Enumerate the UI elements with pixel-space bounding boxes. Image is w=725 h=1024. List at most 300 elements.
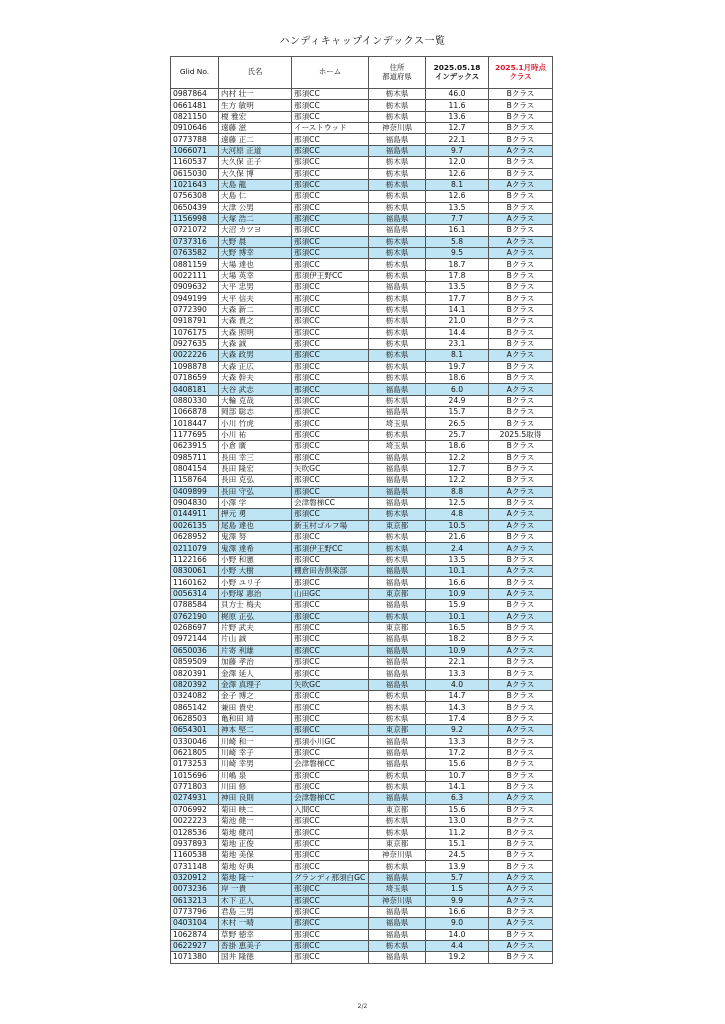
cell-home: 那須CC (292, 202, 369, 213)
cell-prefecture: 栃木県 (369, 157, 426, 168)
cell-glid: 0622927 (171, 940, 219, 951)
cell-prefecture: 福島県 (369, 600, 426, 611)
cell-prefecture: 栃木県 (369, 316, 426, 327)
cell-name: 小野 大樹 (219, 566, 292, 577)
cell-prefecture: 栃木県 (369, 770, 426, 781)
cell-index: 12.0 (426, 157, 489, 168)
cell-class: Bクラス (489, 838, 553, 849)
cell-prefecture: 栃木県 (369, 861, 426, 872)
cell-class: Bクラス (489, 770, 553, 781)
cell-prefecture: 福島県 (369, 407, 426, 418)
cell-glid: 0904830 (171, 497, 219, 508)
cell-home: 那須CC (292, 395, 369, 406)
cell-glid: 1015696 (171, 770, 219, 781)
cell-class: Bクラス (489, 191, 553, 202)
cell-name: 大野 晨 (219, 236, 292, 247)
cell-prefecture: 栃木県 (369, 270, 426, 281)
cell-class: Bクラス (489, 338, 553, 349)
cell-prefecture: 福島県 (369, 475, 426, 486)
cell-home: 那須CC (292, 918, 369, 929)
cell-home: 那須小川GC (292, 736, 369, 747)
cell-home: 那須CC (292, 554, 369, 565)
cell-index: 14.0 (426, 929, 489, 940)
cell-home: 那須CC (292, 372, 369, 383)
page-number: 2/2 (357, 1003, 368, 1010)
table-row (171, 747, 553, 758)
cell-prefecture: 福島県 (369, 225, 426, 236)
cell-home: 那須CC (292, 770, 369, 781)
table-row (171, 759, 553, 770)
cell-home: 那須CC (292, 702, 369, 713)
cell-glid: 0985711 (171, 452, 219, 463)
cell-prefecture: 栃木県 (369, 713, 426, 724)
cell-home: 那須CC (292, 645, 369, 656)
cell-prefecture: 栃木県 (369, 429, 426, 440)
cell-class: Bクラス (489, 952, 553, 963)
cell-name: 川崎 和一 (219, 736, 292, 747)
cell-class: Bクラス (489, 929, 553, 940)
table-row (171, 509, 553, 520)
cell-prefecture: 栃木県 (369, 372, 426, 383)
col-header-prefecture: 住所 都道府県 (369, 57, 426, 89)
cell-prefecture: 栃木県 (369, 327, 426, 338)
cell-prefecture: 福島県 (369, 645, 426, 656)
cell-home: 那須CC (292, 452, 369, 463)
cell-index: 4.8 (426, 509, 489, 520)
cell-class: Bクラス (489, 656, 553, 667)
cell-prefecture: 神奈川県 (369, 850, 426, 861)
cell-glid: 1158764 (171, 475, 219, 486)
cell-index: 7.7 (426, 213, 489, 224)
cell-prefecture: 福島県 (369, 384, 426, 395)
table-row (171, 282, 553, 293)
table-row (171, 259, 553, 270)
cell-name: 岸 一貴 (219, 884, 292, 895)
cell-home: 那須CC (292, 236, 369, 247)
cell-home: 矢吹GC (292, 463, 369, 474)
cell-prefecture: 栃木県 (369, 350, 426, 361)
cell-prefecture: 東京都 (369, 588, 426, 599)
cell-class: Bクラス (489, 327, 553, 338)
cell-index: 9.9 (426, 895, 489, 906)
table-row (171, 918, 553, 929)
cell-glid: 0881159 (171, 259, 219, 270)
cell-class: Aクラス (489, 793, 553, 804)
cell-index: 10.9 (426, 645, 489, 656)
table-row (171, 520, 553, 531)
cell-name: 草野 徳幸 (219, 929, 292, 940)
cell-glid: 1076175 (171, 327, 219, 338)
table-row (171, 429, 553, 440)
cell-class: Aクラス (489, 543, 553, 554)
table-row (171, 850, 553, 861)
cell-index: 21.0 (426, 316, 489, 327)
cell-index: 16.1 (426, 225, 489, 236)
table-row (171, 168, 553, 179)
cell-class: Bクラス (489, 452, 553, 463)
cell-glid: 0173253 (171, 759, 219, 770)
cell-prefecture: 栃木県 (369, 691, 426, 702)
cell-prefecture: 東京都 (369, 838, 426, 849)
cell-index: 24.9 (426, 395, 489, 406)
cell-home: 那須CC (292, 861, 369, 872)
cell-index: 15.6 (426, 804, 489, 815)
cell-prefecture: 栃木県 (369, 168, 426, 179)
table-row (171, 895, 553, 906)
table-row (171, 270, 553, 281)
cell-class: Aクラス (489, 940, 553, 951)
cell-prefecture: 栃木県 (369, 259, 426, 270)
cell-glid: 0949199 (171, 293, 219, 304)
cell-name: 大久保 博 (219, 168, 292, 179)
cell-prefecture: 福島県 (369, 793, 426, 804)
cell-index: 8.1 (426, 179, 489, 190)
table-row (171, 111, 553, 122)
col-header-index: 2025.05.18 インデックス (426, 57, 489, 89)
cell-glid: 0274931 (171, 793, 219, 804)
cell-home: 那須CC (292, 316, 369, 327)
cell-home: 那須CC (292, 418, 369, 429)
cell-glid: 0409899 (171, 486, 219, 497)
cell-class: Bクラス (489, 600, 553, 611)
cell-class: Bクラス (489, 861, 553, 872)
cell-prefecture: 福島県 (369, 918, 426, 929)
cell-name: 大森 新二 (219, 304, 292, 315)
cell-prefecture: 福島県 (369, 463, 426, 474)
table-row (171, 838, 553, 849)
cell-class: Bクラス (489, 259, 553, 270)
table-row (171, 407, 553, 418)
cell-index: 12.6 (426, 168, 489, 179)
cell-glid: 0650439 (171, 202, 219, 213)
cell-index: 11.6 (426, 100, 489, 111)
cell-index: 9.5 (426, 248, 489, 259)
cell-prefecture: 栃木県 (369, 111, 426, 122)
cell-home: グランディ那須白GC (292, 872, 369, 883)
table-row (171, 225, 553, 236)
cell-index: 25.7 (426, 429, 489, 440)
table-row (171, 134, 553, 145)
cell-glid: 1098878 (171, 361, 219, 372)
table-row (171, 861, 553, 872)
cell-class: Bクラス (489, 781, 553, 792)
cell-home: 那須CC (292, 486, 369, 497)
cell-prefecture: 栃木県 (369, 179, 426, 190)
cell-name: 菊池 健一 (219, 816, 292, 827)
table-row (171, 770, 553, 781)
cell-prefecture: 栃木県 (369, 338, 426, 349)
cell-class: Bクラス (489, 225, 553, 236)
cell-name: 沓掛 恵美子 (219, 940, 292, 951)
cell-glid: 0756308 (171, 191, 219, 202)
cell-home: 那須CC (292, 577, 369, 588)
cell-name: 小野 ユリ子 (219, 577, 292, 588)
table-row (171, 656, 553, 667)
cell-prefecture: 福島県 (369, 486, 426, 497)
cell-class: Bクラス (489, 463, 553, 474)
cell-home: 那須CC (292, 111, 369, 122)
cell-class: Aクラス (489, 872, 553, 883)
cell-home: 那須CC (292, 338, 369, 349)
cell-home: 那須CC (292, 884, 369, 895)
cell-home: 那須CC (292, 134, 369, 145)
cell-class: Bクラス (489, 906, 553, 917)
cell-class: Bクラス (489, 100, 553, 111)
cell-home: 那須CC (292, 509, 369, 520)
cell-prefecture: 福島県 (369, 566, 426, 577)
cell-glid: 1062874 (171, 929, 219, 940)
cell-glid: 0623915 (171, 441, 219, 452)
cell-class: Aクラス (489, 520, 553, 531)
cell-class: Bクラス (489, 634, 553, 645)
cell-prefecture: 神奈川県 (369, 123, 426, 134)
table-row (171, 350, 553, 361)
table-header-row (171, 57, 553, 89)
table-row (171, 600, 553, 611)
cell-index: 16.6 (426, 906, 489, 917)
cell-prefecture: 栃木県 (369, 554, 426, 565)
cell-glid: 0320912 (171, 872, 219, 883)
cell-home: 那須CC (292, 850, 369, 861)
cell-name: 小野 和憲 (219, 554, 292, 565)
cell-name: 金澤 真理子 (219, 679, 292, 690)
cell-index: 24.5 (426, 850, 489, 861)
cell-glid: 0987864 (171, 89, 219, 100)
cell-class: Bクラス (489, 804, 553, 815)
cell-class: Aクラス (489, 884, 553, 895)
cell-name: 菊地 美保 (219, 850, 292, 861)
cell-class: Bクラス (489, 441, 553, 452)
table-row (171, 361, 553, 372)
cell-name: 菊地 正俊 (219, 838, 292, 849)
cell-home: 那須CC (292, 611, 369, 622)
table-row (171, 463, 553, 474)
table-row (171, 100, 553, 111)
cell-prefecture: 栃木県 (369, 543, 426, 554)
table-row (171, 372, 553, 383)
cell-index: 8.1 (426, 350, 489, 361)
cell-prefecture: 栃木県 (369, 509, 426, 520)
cell-index: 17.8 (426, 270, 489, 281)
cell-glid: 0937893 (171, 838, 219, 849)
cell-glid: 1160162 (171, 577, 219, 588)
cell-index: 14.1 (426, 304, 489, 315)
table-row (171, 816, 553, 827)
cell-prefecture: 栃木県 (369, 827, 426, 838)
cell-index: 13.3 (426, 668, 489, 679)
cell-home: 那須CC (292, 940, 369, 951)
cell-name: 内村 壮一 (219, 89, 292, 100)
cell-home: 那須CC (292, 600, 369, 611)
cell-prefecture: 埼玉県 (369, 884, 426, 895)
cell-class: Bクラス (489, 407, 553, 418)
cell-index: 17.7 (426, 293, 489, 304)
cell-name: 大森 照明 (219, 327, 292, 338)
cell-class: Aクラス (489, 566, 553, 577)
cell-class: Aクラス (489, 213, 553, 224)
cell-class: Bクラス (489, 372, 553, 383)
cell-home: 那須CC (292, 168, 369, 179)
cell-index: 15.9 (426, 600, 489, 611)
cell-name: 大輪 克哉 (219, 395, 292, 406)
cell-index: 5.7 (426, 872, 489, 883)
cell-glid: 0073236 (171, 884, 219, 895)
cell-prefecture: 栃木県 (369, 191, 426, 202)
cell-index: 21.6 (426, 532, 489, 543)
cell-index: 18.6 (426, 441, 489, 452)
cell-glid: 0022223 (171, 816, 219, 827)
cell-name: 小倉 廣 (219, 441, 292, 452)
cell-index: 15.1 (426, 838, 489, 849)
cell-glid: 0128536 (171, 827, 219, 838)
cell-class: Bクラス (489, 168, 553, 179)
cell-index: 16.6 (426, 577, 489, 588)
cell-glid: 0628952 (171, 532, 219, 543)
cell-prefecture: 福島県 (369, 634, 426, 645)
cell-name: 鬼澤 努 (219, 532, 292, 543)
cell-name: 長田 守弘 (219, 486, 292, 497)
cell-home: 那須CC (292, 429, 369, 440)
cell-index: 14.3 (426, 702, 489, 713)
cell-home: 那須CC (292, 407, 369, 418)
cell-name: 川崎 幸男 (219, 759, 292, 770)
table-row (171, 566, 553, 577)
cell-glid: 1018447 (171, 418, 219, 429)
table-row (171, 123, 553, 134)
cell-glid: 0330046 (171, 736, 219, 747)
cell-index: 26.5 (426, 418, 489, 429)
cell-name: 大森 貴之 (219, 316, 292, 327)
cell-prefecture: 福島県 (369, 906, 426, 917)
cell-index: 19.2 (426, 952, 489, 963)
cell-prefecture: 埼玉県 (369, 441, 426, 452)
cell-name: 小川 祐 (219, 429, 292, 440)
table-row (171, 486, 553, 497)
cell-prefecture: 栃木県 (369, 304, 426, 315)
table-row (171, 577, 553, 588)
cell-class: Aクラス (489, 145, 553, 156)
cell-name: 菊地 隆一 (219, 872, 292, 883)
cell-index: 18.6 (426, 372, 489, 383)
cell-index: 16.5 (426, 622, 489, 633)
table-row (171, 736, 553, 747)
cell-name: 大森 政男 (219, 350, 292, 361)
cell-glid: 0910646 (171, 123, 219, 134)
cell-index: 12.7 (426, 123, 489, 134)
col-header-class: 2025.1月時点 クラス (489, 57, 553, 89)
cell-prefecture: 栃木県 (369, 293, 426, 304)
cell-prefecture: 栃木県 (369, 940, 426, 951)
cell-class: Bクラス (489, 395, 553, 406)
cell-home: 那須CC (292, 622, 369, 633)
cell-prefecture: 福島県 (369, 736, 426, 747)
cell-glid: 0772390 (171, 304, 219, 315)
cell-name: 大河原 正道 (219, 145, 292, 156)
cell-prefecture: 埼玉県 (369, 418, 426, 429)
cell-home: 那須CC (292, 747, 369, 758)
cell-glid: 0737316 (171, 236, 219, 247)
cell-glid: 0408181 (171, 384, 219, 395)
cell-class: Aクラス (489, 588, 553, 599)
cell-home: 那須CC (292, 248, 369, 259)
cell-class: Bクラス (489, 691, 553, 702)
cell-glid: 1177695 (171, 429, 219, 440)
cell-index: 18.7 (426, 259, 489, 270)
cell-index: 10.1 (426, 566, 489, 577)
cell-name: 尾島 達也 (219, 520, 292, 531)
table-row (171, 532, 553, 543)
cell-home: 山田GC (292, 588, 369, 599)
cell-index: 4.0 (426, 679, 489, 690)
cell-index: 1.5 (426, 884, 489, 895)
cell-prefecture: 福島県 (369, 577, 426, 588)
cell-home: 那須CC (292, 713, 369, 724)
table-row (171, 827, 553, 838)
table-row (171, 793, 553, 804)
cell-name: 大沼 カツヨ (219, 225, 292, 236)
cell-index: 23.1 (426, 338, 489, 349)
cell-name: 大場 英幸 (219, 270, 292, 281)
table-row (171, 236, 553, 247)
cell-prefecture: 福島県 (369, 759, 426, 770)
cell-class: Bクラス (489, 157, 553, 168)
cell-home: 那須CC (292, 827, 369, 838)
cell-glid: 0615030 (171, 168, 219, 179)
cell-glid: 0661481 (171, 100, 219, 111)
cell-class: Aクラス (489, 509, 553, 520)
table-row (171, 906, 553, 917)
cell-home: 那須CC (292, 532, 369, 543)
cell-glid: 0650036 (171, 645, 219, 656)
cell-home: 那須CC (292, 838, 369, 849)
cell-index: 6.0 (426, 384, 489, 395)
cell-home: 那須CC (292, 350, 369, 361)
cell-class: Aクラス (489, 350, 553, 361)
cell-home: 那須CC (292, 475, 369, 486)
cell-index: 12.7 (426, 463, 489, 474)
cell-class: Bクラス (489, 747, 553, 758)
cell-prefecture: 栃木県 (369, 532, 426, 543)
cell-class: Aクラス (489, 384, 553, 395)
cell-name: 片野 武夫 (219, 622, 292, 633)
cell-class: Aクラス (489, 679, 553, 690)
cell-name: 大津 公男 (219, 202, 292, 213)
table-row (171, 384, 553, 395)
cell-class: Bクラス (489, 816, 553, 827)
cell-name: 菊地 健司 (219, 827, 292, 838)
cell-home: 那須伊王野CC (292, 270, 369, 281)
cell-class: Bクラス (489, 111, 553, 122)
cell-prefecture: 栃木県 (369, 361, 426, 372)
cell-prefecture: 東京都 (369, 725, 426, 736)
cell-name: 遠藤 正二 (219, 134, 292, 145)
table-row (171, 202, 553, 213)
cell-prefecture: 栃木県 (369, 236, 426, 247)
cell-name: 大場 達也 (219, 259, 292, 270)
cell-prefecture: 福島県 (369, 145, 426, 156)
cell-glid: 1160537 (171, 157, 219, 168)
cell-glid: 0880330 (171, 395, 219, 406)
cell-index: 13.9 (426, 861, 489, 872)
cell-index: 22.1 (426, 134, 489, 145)
cell-class: Aクラス (489, 486, 553, 497)
cell-glid: 0859509 (171, 656, 219, 667)
table-row (171, 304, 553, 315)
cell-name: 木下 正人 (219, 895, 292, 906)
cell-prefecture: 福島県 (369, 929, 426, 940)
cell-glid: 0022226 (171, 350, 219, 361)
cell-glid: 1122166 (171, 554, 219, 565)
